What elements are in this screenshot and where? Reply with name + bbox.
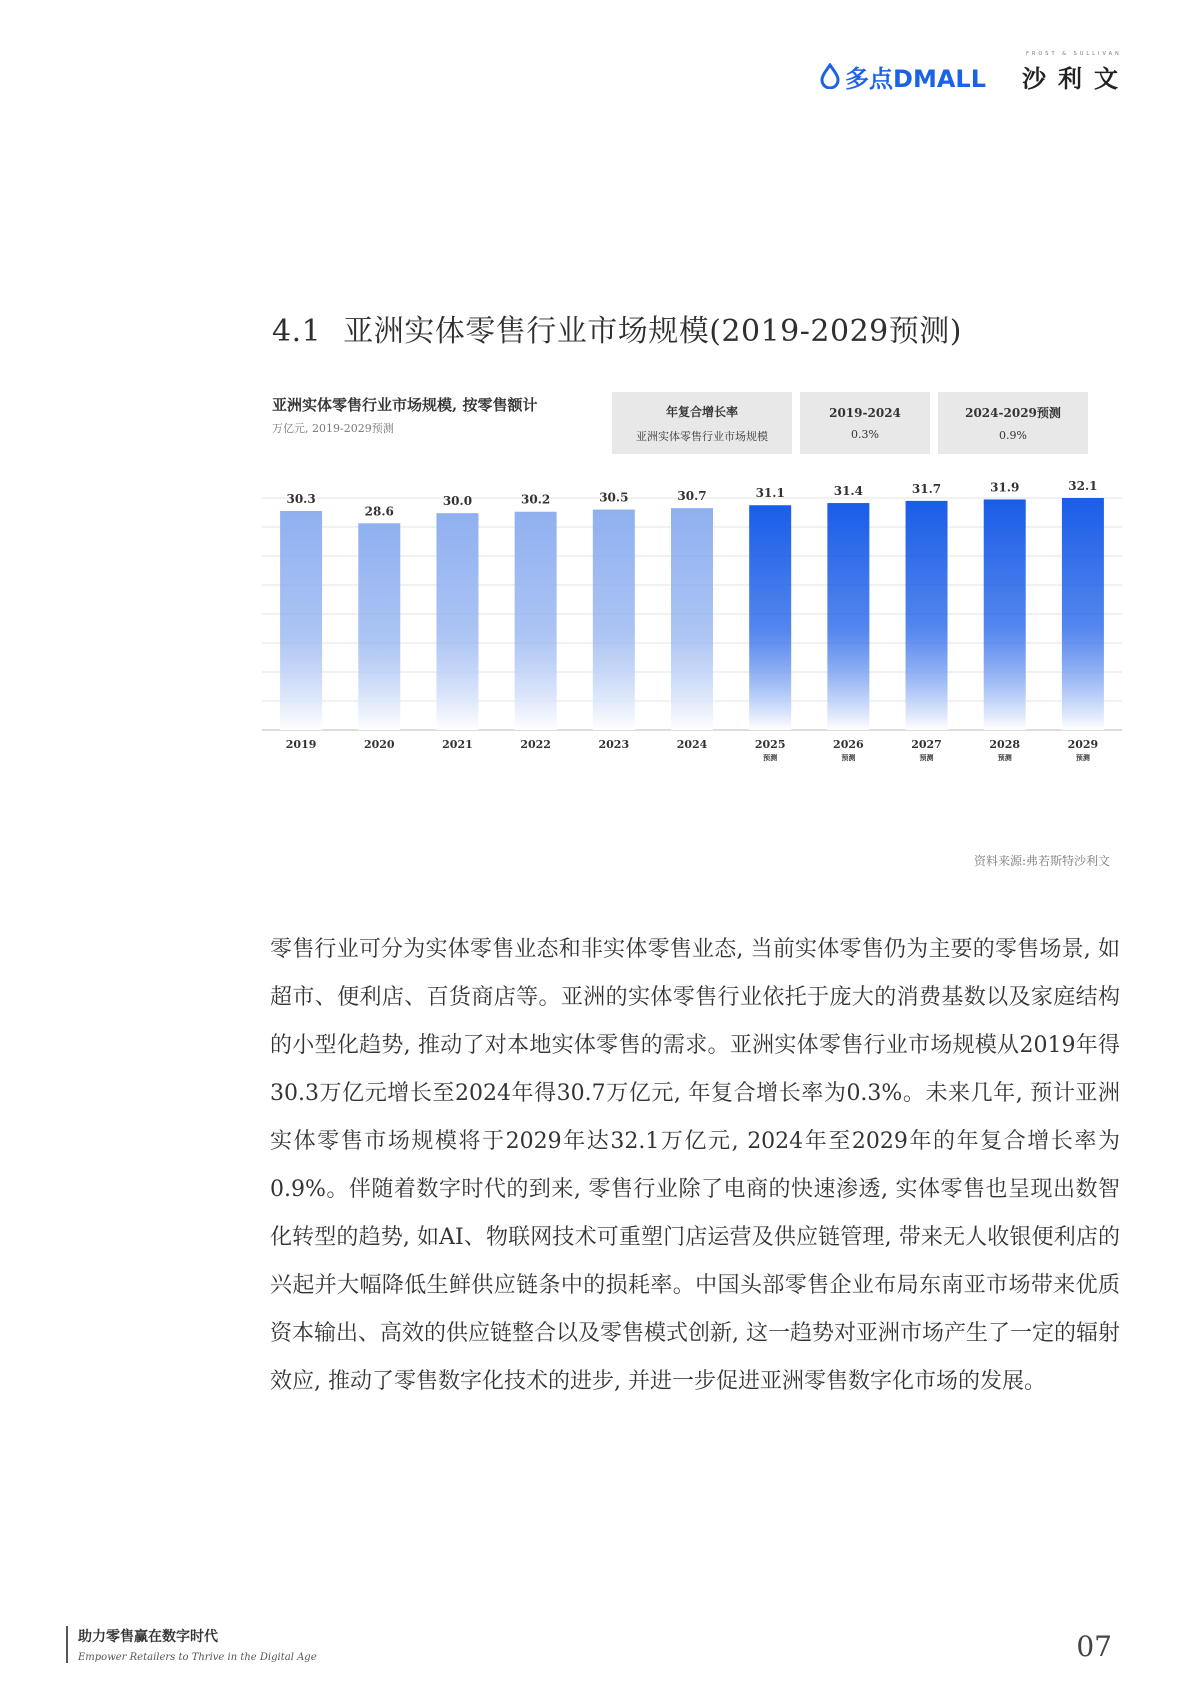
- section-title-text: 亚洲实体零售行业市场规模(2019-2029预测): [343, 314, 962, 349]
- bar-2020: [358, 523, 400, 730]
- water-drop-icon: [819, 63, 841, 89]
- tick-label-2025: 2025: [754, 738, 786, 751]
- tick-label-2024: 2024: [676, 738, 708, 751]
- bar-2027: [906, 501, 948, 730]
- cagr-period2: 2024-2029预测: [965, 406, 1061, 420]
- tick-label-2019: 2019: [285, 738, 317, 751]
- tick-label-2021: 2021: [442, 738, 473, 751]
- frost-logo-small-text: FROST & SULLIVAN: [1026, 50, 1122, 57]
- data-label-2021: 30.0: [442, 494, 473, 509]
- cagr-sublabel: 亚洲实体零售行业市场规模: [636, 429, 768, 443]
- cagr-label-box: [612, 392, 792, 454]
- tick-label-2020: 2020: [363, 738, 395, 751]
- chart-source: 资料来源:弗若斯特沙利文: [973, 854, 1110, 868]
- tick-note-2026: 预测: [841, 754, 856, 762]
- frost-sullivan-logo: [1022, 50, 1130, 94]
- bar-2024: [671, 508, 713, 730]
- dmall-logo: [819, 59, 986, 94]
- data-label-2029: 32.1: [1068, 480, 1098, 493]
- bar-2025: [749, 505, 791, 730]
- tick-label-2029: 2029: [1067, 738, 1099, 751]
- cagr-period1-value: 0.3%: [851, 427, 879, 441]
- chart-subtitle: 万亿元, 2019-2029预测: [272, 422, 394, 435]
- data-label-2019: 30.3: [286, 492, 316, 507]
- tick-label-2026: 2026: [833, 738, 864, 751]
- data-label-2024: 30.7: [677, 489, 707, 504]
- footer-slogan-cn: 助力零售赢在数字时代: [78, 1629, 218, 1645]
- tick-note-2029: 预测: [1075, 754, 1090, 762]
- tick-note-2025: 预测: [763, 754, 778, 762]
- dmall-logo-text: 多点DMALL: [845, 64, 986, 93]
- cagr-period2-value: 0.9%: [999, 429, 1027, 442]
- chart-header: [272, 392, 1112, 456]
- cagr-period2-box: [938, 392, 1088, 454]
- data-label-2026: 31.4: [833, 484, 863, 499]
- bar-2019: [280, 511, 322, 730]
- header: [819, 50, 1130, 96]
- bar-2028: [984, 499, 1026, 730]
- tick-label-2028: 2028: [989, 738, 1021, 751]
- page-number: 07: [1076, 1630, 1112, 1663]
- bar-2022: [515, 512, 557, 730]
- section-title: [272, 306, 962, 350]
- data-label-2023: 30.5: [599, 490, 629, 505]
- bar-chart: [262, 480, 1122, 840]
- cagr-label: 年复合增长率: [665, 404, 738, 419]
- data-label-2020: 28.6: [364, 504, 394, 519]
- footer-slogan: [66, 1626, 317, 1663]
- data-label-2027: 31.7: [911, 481, 942, 496]
- tick-label-2023: 2023: [598, 738, 630, 751]
- data-label-2022: 30.2: [521, 492, 551, 507]
- tick-note-2027: 预测: [919, 754, 934, 762]
- cagr-period1: 2019-2024: [829, 405, 901, 420]
- bar-2023: [593, 510, 635, 730]
- bar-2026: [827, 503, 869, 730]
- footer-slogan-en: Empower Retailers to Thrive in the Digital Age: [78, 1652, 317, 1663]
- section-number: 4.1: [272, 314, 322, 349]
- data-label-2028: 31.9: [990, 480, 1020, 495]
- tick-label-2022: 2022: [520, 738, 551, 751]
- bar-chart-svg: [262, 480, 1122, 840]
- chart-title: 亚洲实体零售行业市场规模, 按零售额计: [272, 396, 538, 414]
- frost-logo-text: 沙利文: [1022, 64, 1130, 93]
- tick-label-2027: 2027: [911, 738, 942, 751]
- tick-note-2028: 预测: [997, 754, 1012, 762]
- bar-2029: [1062, 498, 1104, 730]
- body-paragraph: 零售行业可分为实体零售业态和非实体零售业态, 当前实体零售仍为主要的零售场景, 如超市、便利店、百货商店等。亚洲的实体零售行业依托于庞大的消费基数以及家庭结构的小型化趋势, 推动了对本地实体零售的需求。亚洲实体零售行业市场规模从2019年得30.3万亿元增长至2024年得30.7万亿元, 年复合增长率为0.3%。未来几年, 预计亚洲实体零售市场规模将于2029年达32.1万亿元, 2024年至2029年的年复合增长率为0.9%。伴随着数字时代的到来, 零售行业除了电商的快速渗透, 实体零售也呈现出数智化转型的趋势, 如AI、物联网技术可重塑门店运营及供应链管理, 带来无人收银便利店的兴起并大幅降低生鲜供应链条中的损耗率。中国头部零售企业布局东南亚市场带来优质资本输出、高效的供应链整合以及零售模式创新, 这一趋势对亚洲市场产生了一定的辐射效应, 推动了零售数字化技术的进步, 并进一步促进亚洲零售数字化市场的发展。: [270, 937, 1120, 1394]
- data-label-2025: 31.1: [755, 486, 785, 501]
- bar-2021: [436, 513, 478, 730]
- cagr-period1-box: [800, 392, 930, 454]
